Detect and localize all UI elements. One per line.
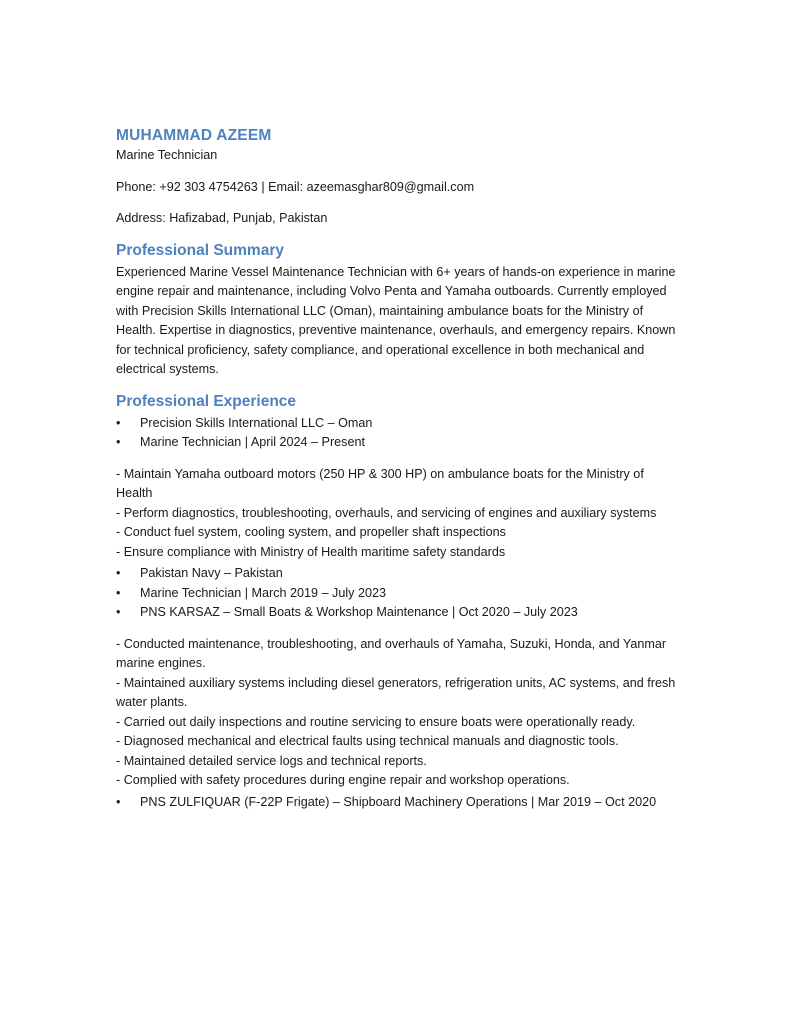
duty-item: - Diagnosed mechanical and electrical faults using technical manuals and diagnostic tools. [116, 734, 619, 748]
job1-duties [116, 465, 676, 563]
duty-item: - Ensure compliance with Ministry of Health maritime safety standards [116, 544, 506, 559]
job2-bullet-list [116, 564, 676, 623]
experience-heading: Professional Experience [116, 392, 297, 410]
bullet-icon: • [116, 605, 121, 619]
list-item [116, 793, 676, 813]
job1-bullet-list [116, 414, 676, 453]
job2-company: Pakistan Navy – Pakistan [140, 566, 283, 580]
duty-item: - Carried out daily inspections and routine servicing to ensure boats were operationally ready. [116, 714, 636, 729]
duty-item: - Conducted maintenance, troubleshooting, and overhauls of Yamaha, Suzuki, Honda, and Yanmar marine engines. [116, 636, 667, 670]
candidate-role: Marine Technician [116, 148, 218, 162]
job2-posting: PNS KARSAZ – Small Boats & Workshop Maintenance | Oct 2020 – July 2023 [140, 605, 578, 619]
list-item [116, 564, 676, 584]
duty-item: - Complied with safety procedures during engine repair and workshop operations. [116, 773, 570, 787]
duty-item: - Maintain Yamaha outboard motors (250 HP & 300 HP) on ambulance boats for the Ministry of Health [116, 466, 644, 500]
duty-item: - Conduct fuel system, cooling system, and propeller shaft inspections [116, 525, 506, 539]
summary-text: Experienced Marine Vessel Maintenance Technician with 6+ years of hands-on experience in marine engine repair and maintenance, including Volvo Penta and Yamaha outboards. Currently employed with Precision Skills International LLC (Oman), maintaining ambulance boats for the Ministry of Health. Expertise in diagnostics, preventive maintenance, overhauls, and emergency repairs. Known for technical proficiency, safety compliance, and operational excellence in both mechanical and electrical systems. [116, 264, 676, 376]
job3-bullet-list [116, 793, 676, 813]
job3-posting: PNS ZULFIQUAR (F-22P Frigate) – Shipboard Machinery Operations | Mar 2019 – Oct 2020 [140, 794, 657, 809]
bullet-icon: • [116, 435, 121, 449]
duty-item: - Maintained auxiliary systems including diesel generators, refrigeration units, AC systems, and fresh water plants. [116, 675, 676, 709]
list-item [116, 584, 676, 604]
candidate-name: MUHAMMAD AZEEM [116, 127, 272, 144]
address-line: Address: Hafizabad, Punjab, Pakistan [116, 211, 328, 225]
job2-duties [116, 635, 676, 791]
job1-company: Precision Skills International LLC – Oman [140, 415, 373, 430]
job1-title: Marine Technician | April 2024 – Present [140, 435, 365, 449]
bullet-icon: • [116, 585, 121, 600]
job2-title: Marine Technician | March 2019 – July 2023 [140, 585, 386, 600]
duty-item: - Maintained detailed service logs and technical reports. [116, 753, 427, 768]
bullet-icon: • [116, 415, 121, 430]
summary-heading: Professional Summary [116, 241, 284, 259]
resume-page [116, 126, 676, 812]
bullet-icon: • [116, 566, 121, 580]
list-item [116, 433, 676, 453]
contact-line: Phone: +92 303 4754263 | Email: azeemasghar809@gmail.com [116, 179, 475, 194]
list-item [116, 603, 676, 623]
bullet-icon: • [116, 794, 121, 809]
duty-item: - Perform diagnostics, troubleshooting, overhauls, and servicing of engines and auxiliary systems [116, 505, 657, 520]
list-item [116, 414, 676, 434]
